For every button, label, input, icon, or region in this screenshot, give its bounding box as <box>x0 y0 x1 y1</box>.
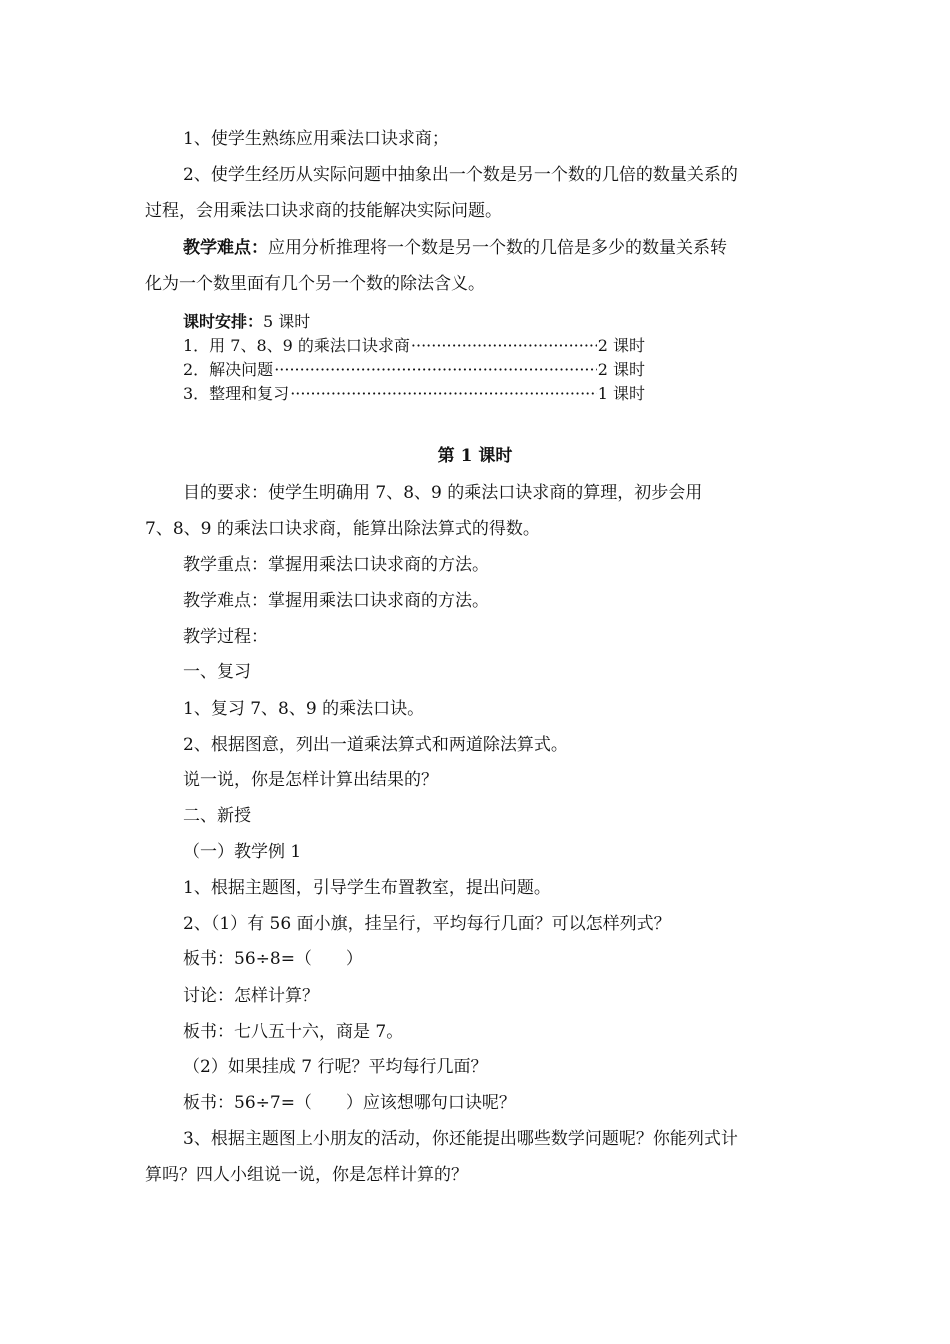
schedule-label: 课时安排： <box>183 312 264 331</box>
review-item-3: 说一说，你是怎样计算出结果的？ <box>183 770 438 790</box>
schedule-total: 5 课时 <box>263 312 311 331</box>
leader-dots <box>411 335 597 357</box>
review-item-2: 2、根据图意，列出一道乘法算式和两道除法算式。 <box>183 735 568 755</box>
objective-item-2-line-2: 过程，会用乘法口诀求商的技能解决实际问题。 <box>145 201 502 221</box>
schedule-item-title: 1．用 7、8、9 的乘法口诀求商 <box>183 336 410 355</box>
schedule-header <box>183 311 810 333</box>
step-2: 2、（1）有 56 面小旗，挂呈行，平均每行几面？可以怎样列式？ <box>183 914 671 934</box>
schedule-item-3 <box>183 383 645 405</box>
step-3-line-1: 3、根据主题图上小朋友的活动，你还能提出哪些数学问题呢？你能列式计 <box>183 1129 738 1149</box>
schedule-item-title: 3．整理和复习 <box>183 384 290 403</box>
leader-dots <box>274 359 597 381</box>
step-1: 1、根据主题图，引导学生布置教室，提出问题。 <box>183 878 551 898</box>
schedule-item-title: 2．解决问题 <box>183 360 274 379</box>
key-point: 教学重点：掌握用乘法口诀求商的方法。 <box>183 555 489 575</box>
step-2b: （2）如果挂成 7 行呢？平均每行几面？ <box>183 1057 488 1077</box>
board-note-1: 板书：56÷8=（ ） <box>183 949 363 969</box>
schedule-item-1 <box>183 335 645 357</box>
lesson-heading: 第 1 课时 <box>437 446 513 466</box>
example-heading: （一）教学例 1 <box>183 842 302 862</box>
discussion: 讨论：怎样计算？ <box>183 986 319 1006</box>
objective-item-2-line-1: 2、使学生经历从实际问题中抽象出一个数是另一个数的几倍的数量关系的 <box>183 165 738 185</box>
process-label: 教学过程： <box>183 627 268 647</box>
difficulty-paragraph-line-2: 化为一个数里面有几个另一个数的除法含义。 <box>145 274 485 294</box>
difficulty-label: 教学难点： <box>183 238 268 258</box>
review-heading: 一、复习 <box>183 662 251 682</box>
difficulty-text-1: 应用分析推理将一个数是另一个数的几倍是多少的数量关系转 <box>268 238 727 258</box>
schedule-item-hours: 1 课时 <box>597 384 645 403</box>
schedule-item-2 <box>183 359 645 381</box>
board-note-2: 板书：七八五十六，商是 7。 <box>183 1022 404 1042</box>
new-lesson-heading: 二、新授 <box>183 806 251 826</box>
difficulty-paragraph-line-1 <box>183 237 810 259</box>
schedule-item-hours: 2 课时 <box>597 360 645 379</box>
objective-item-1: 1、使学生熟练应用乘法口诀求商； <box>183 129 449 149</box>
difficult-point: 教学难点：掌握用乘法口诀求商的方法。 <box>183 591 489 611</box>
goal-line-2: 7、8、9 的乘法口诀求商，能算出除法算式的得数。 <box>145 519 540 539</box>
leader-dots <box>290 383 597 405</box>
board-note-3: 板书：56÷7=（ ）应该想哪句口诀呢？ <box>183 1093 516 1113</box>
step-3-line-2: 算吗？四人小组说一说，你是怎样计算的？ <box>145 1165 468 1185</box>
review-item-1: 1、复习 7、8、9 的乘法口诀。 <box>183 699 425 719</box>
schedule-item-hours: 2 课时 <box>597 336 645 355</box>
goal-line-1: 目的要求：使学生明确用 7、8、9 的乘法口诀求商的算理，初步会用 <box>183 483 703 503</box>
